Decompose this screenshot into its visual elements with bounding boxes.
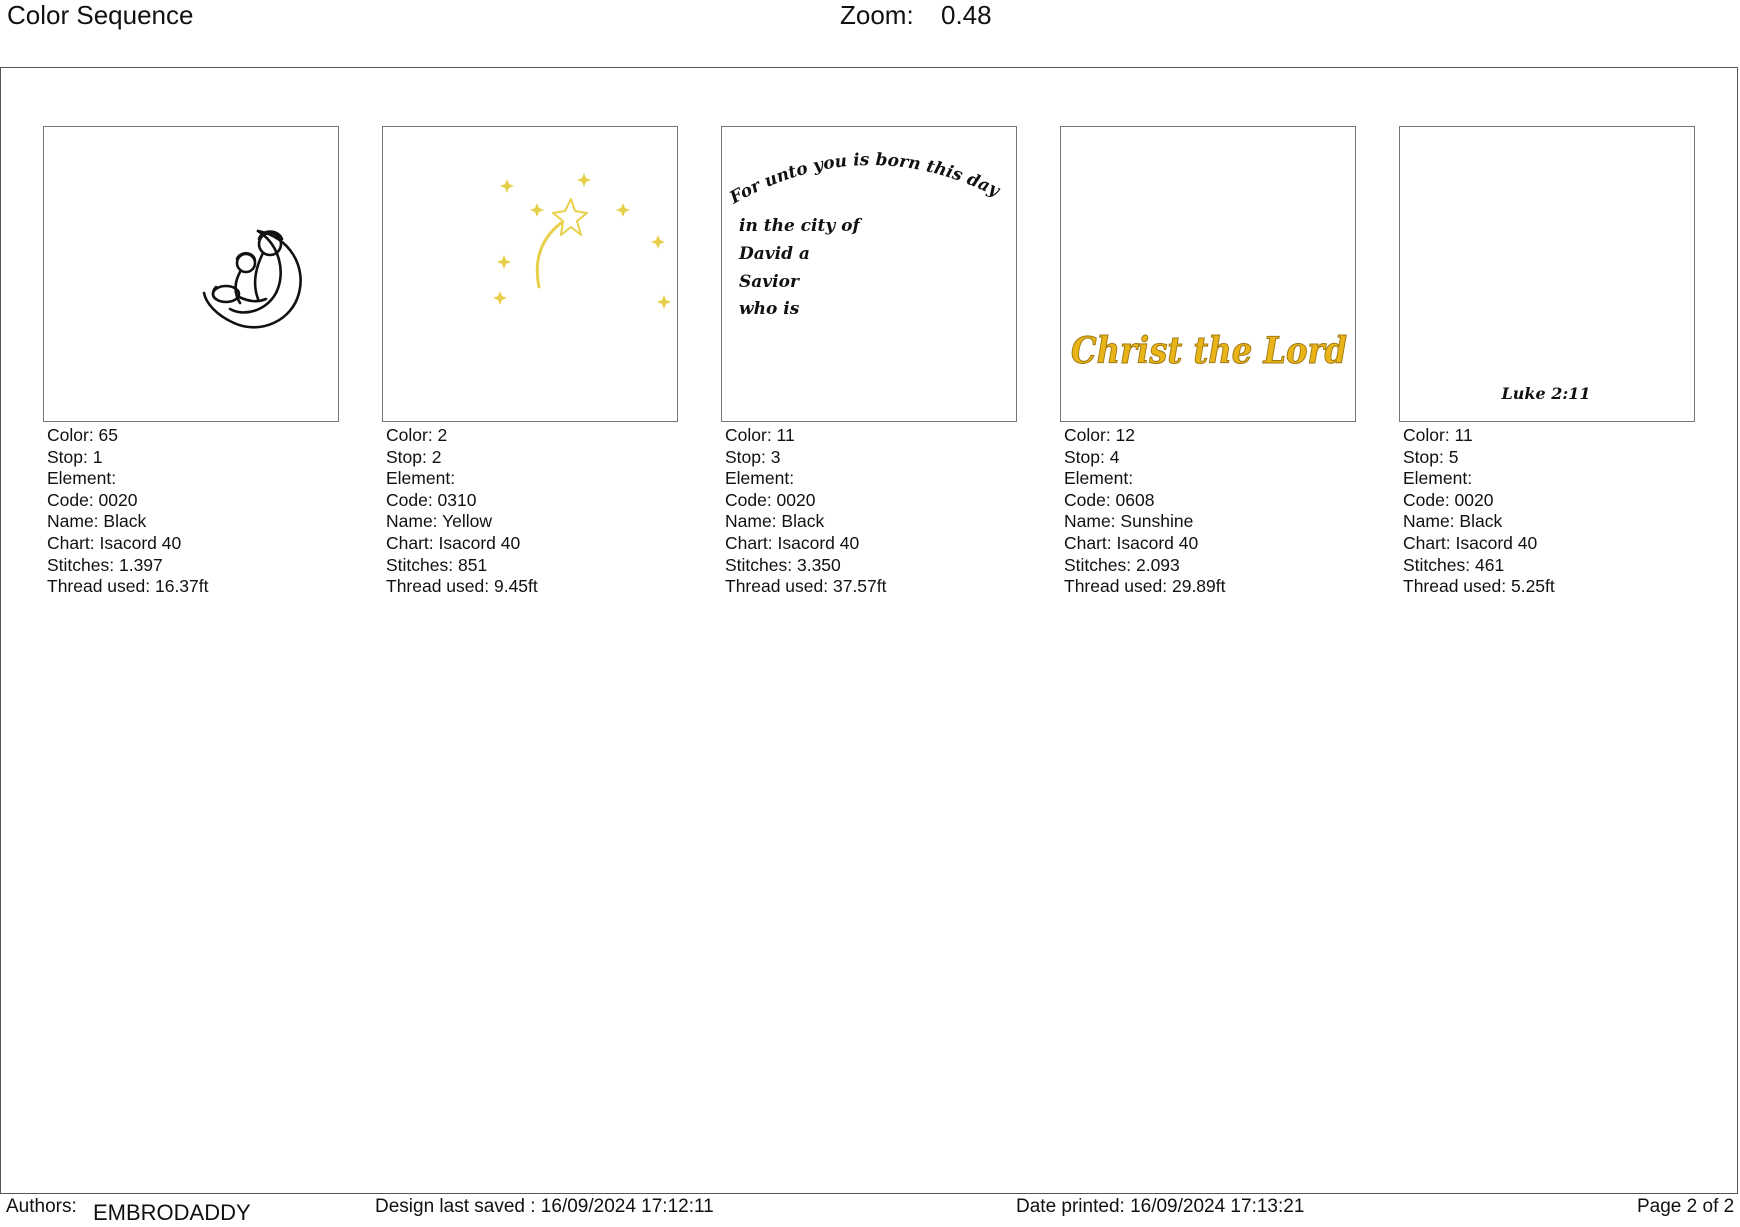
- verse-line-2: David a: [739, 244, 810, 264]
- thread-chart: Chart: Isacord 40: [1403, 532, 1538, 553]
- thread-name: Name: Black: [47, 511, 147, 532]
- christ-the-lord-text: Christ the Lord: [1071, 330, 1347, 372]
- thumbnail-2: [382, 126, 678, 422]
- stitch-count: Stitches: 3.350: [725, 554, 841, 575]
- stitch-count: Stitches: 851: [386, 554, 488, 575]
- color-info-4: [1064, 425, 1226, 598]
- page-title: Color Sequence: [7, 0, 194, 30]
- date-printed: Date printed: 16/09/2024 17:13:21: [1016, 1196, 1305, 1217]
- header: [0, 0, 1740, 40]
- stop-number: Stop: 5: [1403, 446, 1459, 467]
- element: Element:: [386, 468, 456, 489]
- color-number: Color: 65: [47, 425, 119, 445]
- thread-chart: Chart: Isacord 40: [1064, 532, 1199, 553]
- thread-code: Code: 0020: [47, 489, 138, 510]
- stop-number: Stop: 3: [725, 446, 781, 467]
- color-number: Color: 2: [386, 425, 448, 445]
- verse-line-1: in the city of: [739, 216, 860, 236]
- thumbnail-3: [721, 126, 1017, 422]
- thread-code: Code: 0310: [386, 489, 477, 510]
- thread-code: Code: 0608: [1064, 489, 1155, 510]
- thread-code: Code: 0020: [1403, 489, 1494, 510]
- verse-text-image: [722, 127, 1017, 422]
- verse-line-4: who is: [739, 299, 800, 319]
- stitch-count: Stitches: 1.397: [47, 554, 163, 575]
- color-number: Color: 12: [1064, 425, 1136, 445]
- thread-name: Name: Black: [725, 511, 825, 532]
- svg-text:For unto you is born this day: [726, 150, 1004, 209]
- stop-number: Stop: 1: [47, 446, 103, 467]
- stop-number: Stop: 4: [1064, 446, 1120, 467]
- thread-used: Thread used: 16.37ft: [47, 576, 209, 597]
- element: Element:: [1403, 468, 1473, 489]
- verse-line-3: Savior: [739, 272, 799, 292]
- holy-family-image: [44, 127, 339, 422]
- stop-number: Stop: 2: [386, 446, 442, 467]
- thread-used: Thread used: 37.57ft: [725, 576, 887, 597]
- thumbnail-5: [1399, 126, 1695, 422]
- zoom-value: 0.48: [941, 0, 992, 30]
- color-info-1: [47, 425, 209, 598]
- luke-reference-text: Luke 2:11: [1501, 384, 1591, 403]
- thread-name: Name: Sunshine: [1064, 511, 1194, 532]
- design-last-saved: Design last saved : 16/09/2024 17:12:11: [375, 1196, 714, 1217]
- thread-used: Thread used: 29.89ft: [1064, 576, 1226, 597]
- authors-value: EMBRODADDY: [93, 1200, 251, 1225]
- thumbnail-4: [1060, 126, 1356, 422]
- thread-chart: Chart: Isacord 40: [725, 532, 860, 553]
- small-stars: [493, 173, 671, 309]
- stitch-count: Stitches: 2.093: [1064, 554, 1180, 575]
- element: Element:: [725, 468, 795, 489]
- shooting-star-image: [383, 127, 678, 422]
- authors-label: Authors:: [6, 1196, 77, 1217]
- arc-verse-text: For unto you is born this day: [726, 149, 1003, 209]
- thread-name: Name: Yellow: [386, 511, 493, 532]
- color-number: Color: 11: [725, 425, 795, 445]
- thread-chart: Chart: Isacord 40: [386, 532, 521, 553]
- christ-the-lord-image: [1061, 127, 1356, 422]
- thread-chart: Chart: Isacord 40: [47, 532, 182, 553]
- page-number: Page 2 of 2: [1637, 1196, 1735, 1217]
- thread-code: Code: 0020: [725, 489, 816, 510]
- thumbnail-1: [43, 126, 339, 422]
- stitch-count: Stitches: 461: [1403, 554, 1505, 575]
- luke-reference-image: [1400, 127, 1695, 422]
- color-info-3: [725, 425, 887, 598]
- footer: [0, 1196, 1740, 1227]
- color-info-2: [386, 425, 538, 598]
- zoom-label: Zoom:: [840, 0, 914, 30]
- element: Element:: [47, 468, 117, 489]
- thread-used: Thread used: 9.45ft: [386, 576, 538, 597]
- color-number: Color: 11: [1403, 425, 1473, 445]
- color-info-5: [1403, 425, 1555, 598]
- thread-used: Thread used: 5.25ft: [1403, 576, 1555, 597]
- thread-name: Name: Black: [1403, 511, 1503, 532]
- element: Element:: [1064, 468, 1134, 489]
